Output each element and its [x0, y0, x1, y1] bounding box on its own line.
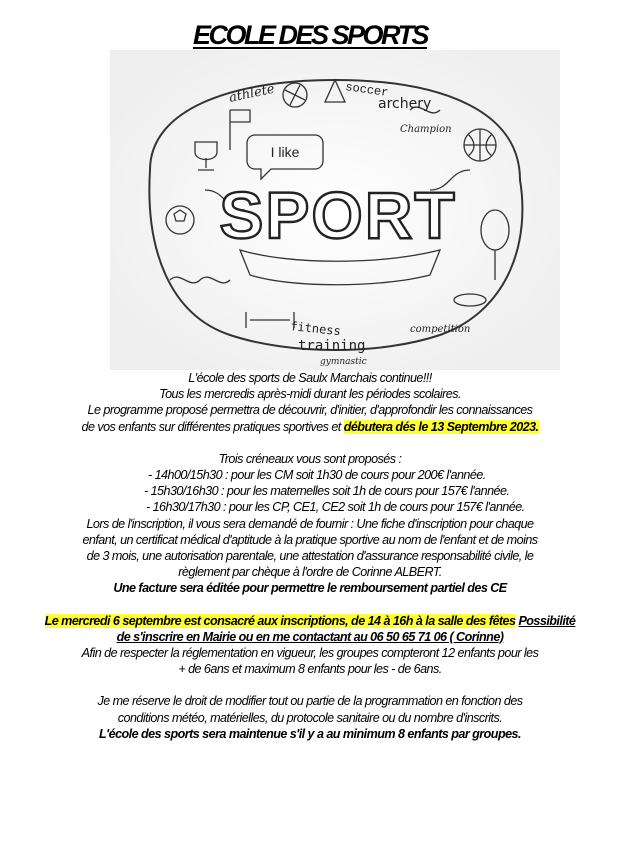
training-word: training — [298, 338, 366, 354]
groups-line-1: Afin de respecter la réglementation en vigueur, les groupes compteront 12 enfants pour les — [81, 646, 539, 661]
flyer-body — [10, 370, 610, 742]
competition-word: competition — [410, 324, 471, 335]
champion-word: Champion — [400, 124, 452, 135]
inscription-day-line-2: de s'inscrire en Mairie ou en me contactant au 06 50 65 71 06 ( Corinne) — [116, 629, 504, 644]
registration-line-2: enfant, un certificat médical d'aptitude à la pratique sportive au nom de l'enfant et de moins — [82, 532, 538, 547]
intro-line-1: L'école des sports de Saulx Marchais continue!!! — [188, 371, 432, 385]
slot-item-3: - 16h30/17h30 : pour les CP, CE1, CE2 soit 1h de cours pour 157€ l'année. — [146, 500, 525, 515]
archery-word: archery — [378, 96, 432, 112]
registration-line-4: règlement par chèque à l'ordre de Corinne ALBERT. — [178, 565, 442, 580]
footer-line-3: L'école des sports sera maintenue s'il y a au minimum 8 enfants par groupes. — [99, 726, 521, 741]
sport-word: SPORT — [219, 178, 457, 252]
groups-line-2: + de 6ans et maximum 8 enfants pour les - de 6ans. — [178, 662, 442, 677]
registration-line-3: de 3 mois, une autorisation parentale, une attestation d'assurance responsabilité civile, le — [86, 549, 534, 564]
soccer-word: soccer — [344, 80, 390, 100]
athlete-word: athlete — [227, 81, 276, 106]
sport-doodle-illustration — [110, 50, 560, 370]
inscription-day-line-1 — [10, 613, 610, 629]
intro-line-4 — [10, 419, 610, 435]
page-title: ECOLE DES SPORTS — [192, 20, 428, 50]
footer-line-2: conditions météo, matérielles, du protocole sanitaire ou du nombre d'inscrits. — [117, 710, 503, 725]
invoice-note: Une facture sera éditée pour permettre le remboursement partiel des CE — [113, 581, 507, 596]
slots-heading: Trois créneaux vous sont proposés : — [218, 451, 402, 466]
slot-item-2: - 15h30/16h30 : pour les maternelles soit 1h de cours pour 157€ l'année. — [144, 484, 510, 499]
possibility-word: Possibilité — [518, 613, 576, 628]
registration-line-1: Lors de l'inscription, il vous sera demandé de fournir : Une fiche d'inscription pour chaque — [86, 516, 534, 531]
intro-line-3: Le programme proposé permettra de découvrir, d'initier, d'approfondir les connaissances — [87, 403, 533, 418]
start-date-highlight: débutera dés le 13 Septembre 2023. — [343, 419, 539, 434]
footer-line-1: Je me réserve le droit de modifier tout ou partie de la programmation en fonction des — [97, 694, 523, 709]
inscription-day-highlight: Le mercredi 6 septembre est consacré aux inscriptions, de 14 à 16h à la salle des fêtes — [44, 613, 516, 628]
gymnastic-word: gymnastic — [320, 357, 367, 367]
fitness-word: fitness — [289, 319, 342, 339]
slot-item-1: - 14h00/15h30 : pour les CM soit 1h30 de cours pour 200€ l'année. — [148, 468, 486, 483]
i-like-word: I like — [270, 144, 300, 160]
intro-line-2: Tous les mercredis après-midi durant les périodes scolaires. — [159, 387, 461, 402]
intro-line-4-text: de vos enfants sur différentes pratiques sportives et — [81, 419, 344, 434]
